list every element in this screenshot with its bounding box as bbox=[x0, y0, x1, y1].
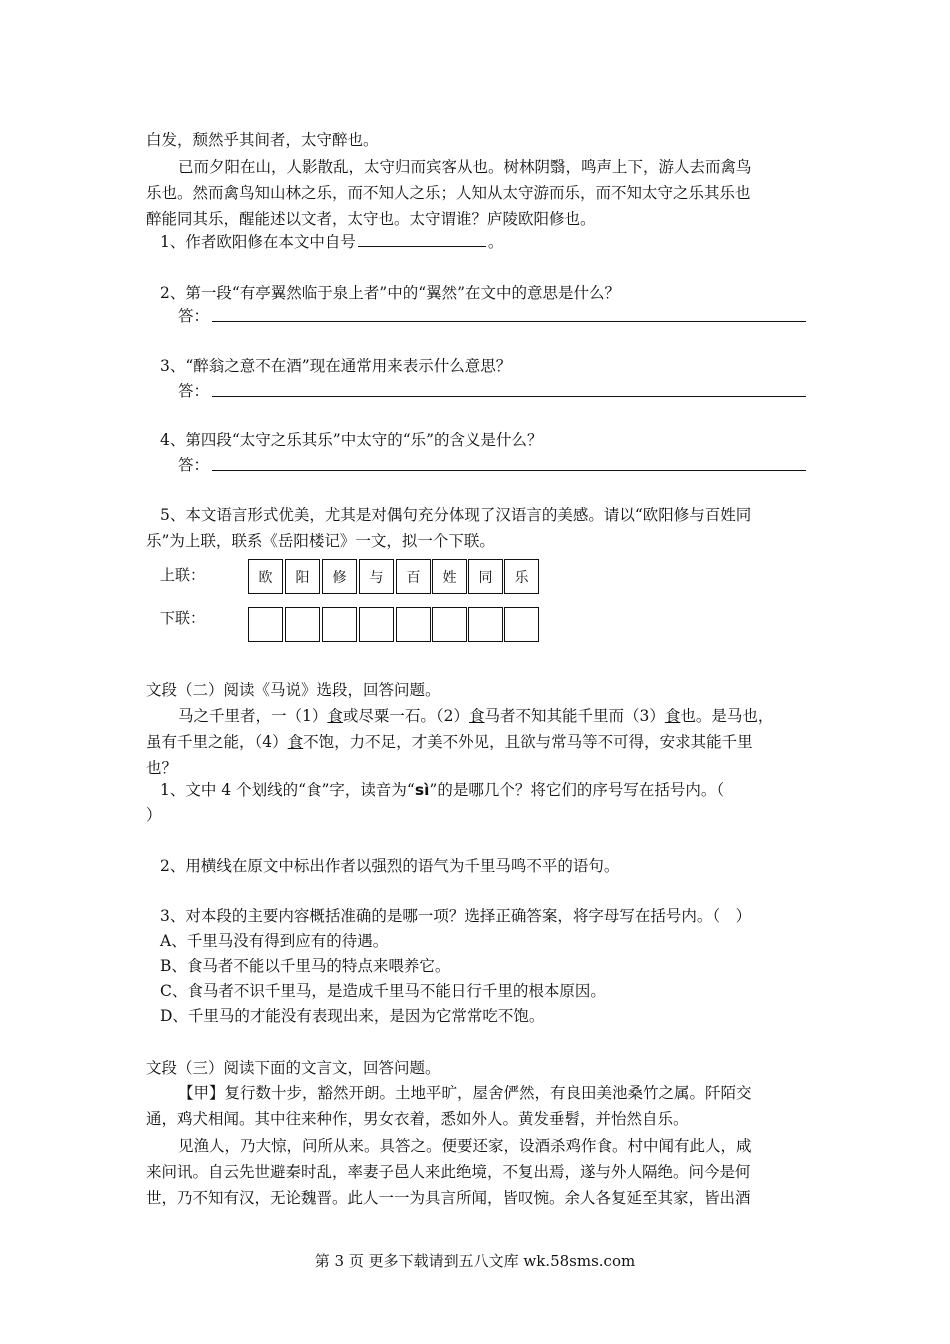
option-b: B、食马者不能以千里马的特点来喂养它。 bbox=[160, 957, 451, 975]
answer-line[interactable] bbox=[212, 470, 806, 471]
lower-char-box[interactable] bbox=[285, 607, 320, 642]
question-5-cont: 乐”为上联，联系《岳阳楼记》一文，拟一个下联。 bbox=[146, 532, 495, 550]
lower-char-box[interactable] bbox=[359, 607, 394, 642]
passage-line bbox=[178, 706, 773, 726]
option-c: C、食马者不识千里马，是造成千里马不能日行千里的根本原因。 bbox=[160, 982, 606, 1000]
passage-line: 也？ bbox=[146, 759, 178, 777]
question-3: 3、“醉翁之意不在酒”现在通常用来表示什么意思？ bbox=[160, 357, 512, 375]
answer-label: 答： bbox=[178, 382, 210, 400]
question-2: 2、第一段“有亭翼然临于泉上者”中的“翼然”在文中的意思是什么？ bbox=[160, 284, 621, 302]
section-title: 文段（三）阅读下面的文言文，回答问题。 bbox=[146, 1059, 441, 1077]
upper-char-box: 阳 bbox=[285, 559, 320, 594]
passage-line: 乐也。然而禽鸟知山林之乐，而不知人之乐；人知从太守游而乐，而不知太守之乐其乐也 bbox=[146, 184, 751, 202]
lower-char-box[interactable] bbox=[322, 607, 357, 642]
passage-line: 醉能同其乐，醒能述以文者，太守也。太守谓谁？庐陵欧阳修也。 bbox=[146, 210, 596, 228]
text-span: 1、文中 4 个划线的“食”字，读音为“ bbox=[160, 781, 415, 799]
text-span: 或尽粟一石。（2） bbox=[342, 707, 470, 725]
question-s2-3: 3、对本段的主要内容概括准确的是哪一项？选择正确答案，将字母写在括号内。（ ） bbox=[160, 907, 752, 925]
page-footer: 第 3 页 更多下载请到五八文库 wk.58sms.com bbox=[314, 1252, 636, 1270]
underlined-char: 食 bbox=[287, 733, 304, 751]
lower-char-box[interactable] bbox=[504, 607, 539, 642]
upper-char-box: 姓 bbox=[432, 559, 467, 594]
lower-char-box[interactable] bbox=[432, 607, 467, 642]
answer-label: 答： bbox=[178, 307, 210, 325]
lower-char-box[interactable] bbox=[396, 607, 431, 642]
passage-line: 【甲】复行数十步，豁然开朗。土地平旷，屋舍俨然，有良田美池桑竹之属。阡陌交 bbox=[178, 1084, 752, 1102]
lower-char-box[interactable] bbox=[468, 607, 503, 642]
passage-line: 来问讯。自云先世避秦时乱，率妻子邑人来此绝境，不复出焉，遂与外人隔绝。问今是何 bbox=[146, 1163, 751, 1181]
passage-line: 通，鸡犬相闻。其中往来种作，男女衣着，悉如外人。黄发垂髫，并怡然自乐。 bbox=[146, 1110, 689, 1128]
text-span: 虽有千里之能，（4） bbox=[146, 733, 288, 751]
lower-couplet-label: 下联： bbox=[160, 609, 206, 627]
passage-line: 见渔人，乃大惊，问所从来。具答之。便要还家，设酒杀鸡作食。村中闻有此人，咸 bbox=[178, 1137, 752, 1155]
passage-line: 白发，颓然乎其间者，太守醉也。 bbox=[146, 131, 379, 149]
question-4: 4、第四段“太守之乐其乐”中太守的“乐”的含义是什么？ bbox=[160, 431, 543, 449]
lower-char-box[interactable] bbox=[248, 607, 283, 642]
question-text: 1、作者欧阳修在本文中自号 bbox=[160, 233, 356, 251]
text-span: ”的是哪几个？将它们的序号写在括号内。（ bbox=[429, 781, 725, 799]
answer-line[interactable] bbox=[212, 321, 806, 322]
question-suffix: 。 bbox=[487, 233, 504, 251]
passage-line: 世，乃不知有汉，无论魏晋。此人一一为具言所闻，皆叹惋。余人各复延至其家，皆出酒 bbox=[146, 1189, 751, 1207]
text-span: 马者不知其能千里而（3） bbox=[484, 707, 665, 725]
upper-char-box: 与 bbox=[359, 559, 394, 594]
answer-blank[interactable] bbox=[358, 232, 486, 247]
option-a: A、千里马没有得到应有的待遇。 bbox=[160, 932, 389, 950]
question-1 bbox=[160, 232, 503, 252]
question-5: 5、本文语言形式优美，尤其是对偶句充分体现了汉语言的美感。请以“欧阳修与百姓同 bbox=[160, 506, 752, 524]
passage-line bbox=[146, 732, 753, 752]
upper-char-box: 同 bbox=[468, 559, 503, 594]
option-d: D、千里马的才能没有表现出来，是因为它常常吃不饱。 bbox=[160, 1007, 545, 1025]
passage-line: 已而夕阳在山，人影散乱，太守归而宾客从也。树林阴翳，鸣声上下，游人去而禽鸟 bbox=[178, 158, 752, 176]
text-span: 也。是马也， bbox=[680, 707, 774, 725]
underlined-char: 食 bbox=[664, 707, 681, 725]
upper-char-box: 欧 bbox=[248, 559, 283, 594]
answer-paren[interactable]: ） bbox=[146, 806, 162, 824]
answer-line[interactable] bbox=[212, 396, 806, 397]
underlined-char: 食 bbox=[469, 707, 485, 725]
upper-char-box: 修 bbox=[322, 559, 357, 594]
upper-char-box: 乐 bbox=[504, 559, 539, 594]
section-title: 文段（二）阅读《马说》选段，回答问题。 bbox=[146, 681, 441, 699]
text-span: 马之千里者，一（1） bbox=[178, 707, 328, 725]
text-span: 不饱，力不足，才美不外见，且欲与常马等不可得，安求其能千里 bbox=[303, 733, 753, 751]
pinyin: sì bbox=[414, 781, 430, 799]
upper-char-box: 百 bbox=[396, 559, 431, 594]
answer-label: 答： bbox=[178, 456, 210, 474]
underlined-char: 食 bbox=[327, 707, 343, 725]
question-s2-2: 2、用横线在原文中标出作者以强烈的语气为千里马鸣不平的语句。 bbox=[160, 857, 620, 875]
question-s2-1 bbox=[160, 780, 724, 800]
upper-couplet-label: 上联： bbox=[160, 566, 206, 584]
